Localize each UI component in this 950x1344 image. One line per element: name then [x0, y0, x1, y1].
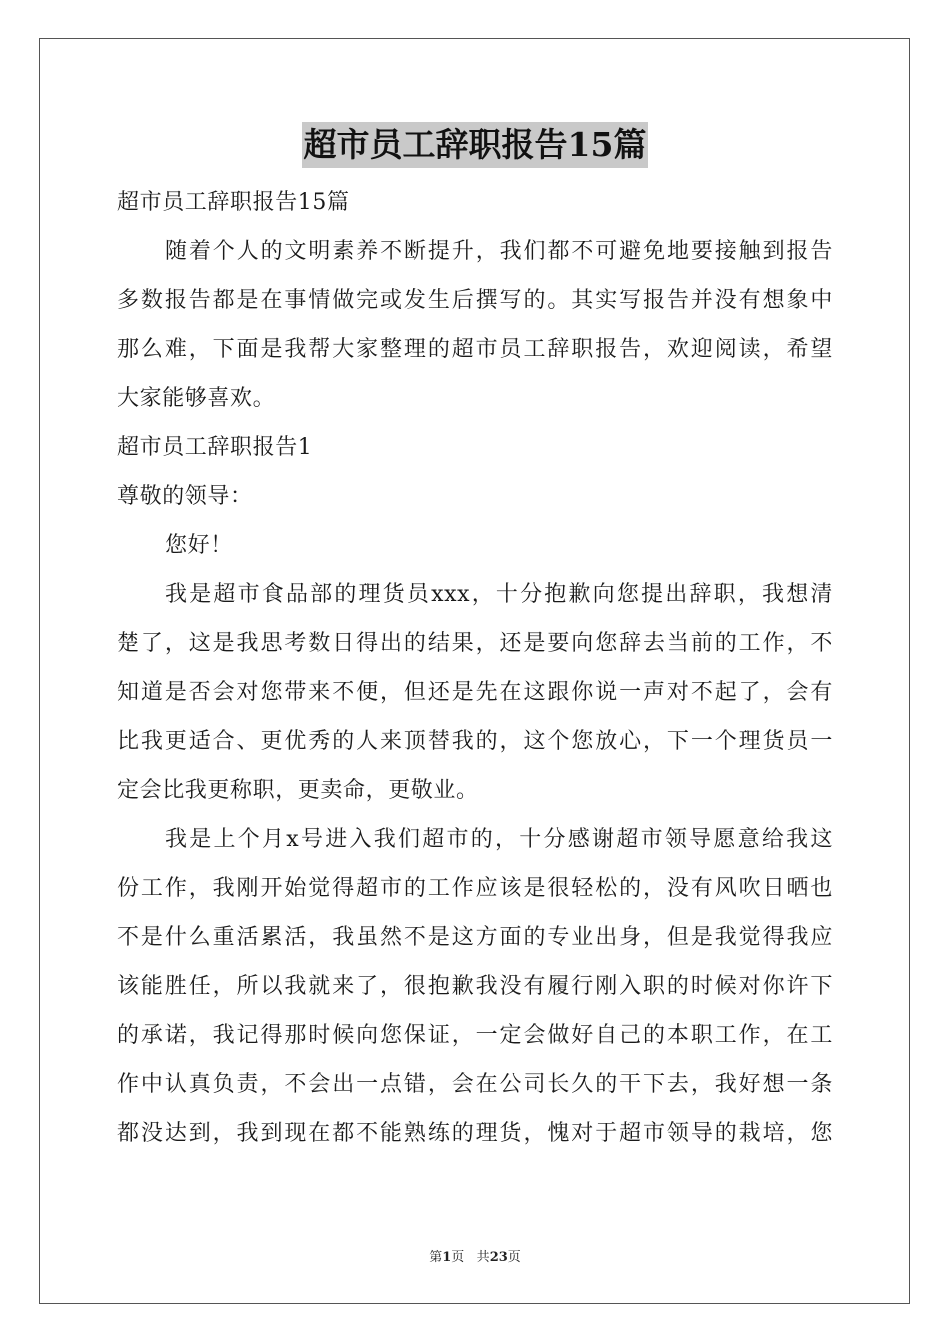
footer-page-unit: 页 [451, 1250, 465, 1265]
body-line: 份工作，我刚开始觉得超市的工作应该是很轻松的，没有风吹日晒也 [117, 876, 833, 901]
footer-total-prefix: 共 [476, 1250, 490, 1265]
document-body [117, 178, 833, 1158]
body-line: 不是什么重活累活，我虽然不是这方面的专业出身，但是我觉得我应 [117, 925, 833, 950]
body-line: 那么难，下面是我帮大家整理的超市员工辞职报告，欢迎阅读，希望 [117, 337, 833, 362]
body-line: 大家能够喜欢。 [117, 386, 276, 411]
body-line: 该能胜任，所以我就来了，很抱歉我没有履行刚入职的时候对你许下 [117, 974, 833, 999]
footer-prefix: 第 [429, 1250, 443, 1265]
current-page-number: 1 [442, 1250, 452, 1265]
body-line: 的承诺，我记得那时候向您保证，一定会做好自己的本职工作，在工 [117, 1023, 833, 1048]
body-line: 楚了，这是我思考数日得出的结果，还是要向您辞去当前的工作，不 [117, 631, 833, 656]
body-line: 知道是否会对您带来不便，但还是先在这跟你说一声对不起了，会有 [117, 680, 833, 705]
document-title: 超市员工辞职报告15篇 [302, 122, 649, 168]
body-line: 我是上个月x号进入我们超市的，十分感谢超市领导愿意给我这 [165, 827, 833, 852]
greeting: 您好！ [165, 533, 233, 558]
page-footer [0, 1246, 950, 1265]
body-line: 我是超市食品部的理货员xxx，十分抱歉向您提出辞职，我想清 [165, 582, 833, 607]
body-line: 比我更适合、更优秀的人来顶替我的，这个您放心，下一个理货员一 [117, 729, 833, 754]
body-line: 超市员工辞职报告15篇 [117, 190, 350, 215]
title-container [0, 122, 950, 168]
total-pages-number: 23 [489, 1250, 508, 1265]
body-line: 随着个人的文明素养不断提升，我们都不可避免地要接触到报告 [165, 239, 833, 264]
body-line: 多数报告都是在事情做完或发生后撰写的。其实写报告并没有想象中 [117, 288, 833, 313]
footer-total-unit: 页 [507, 1250, 521, 1265]
body-line: 都没达到，我到现在都不能熟练的理货，愧对于超市领导的栽培，您 [117, 1121, 833, 1146]
section-heading: 超市员工辞职报告1 [117, 435, 313, 460]
body-line: 作中认真负责，不会出一点错，会在公司长久的干下去，我好想一条 [117, 1072, 833, 1097]
body-line: 定会比我更称职，更卖命，更敬业。 [117, 778, 479, 803]
salutation: 尊敬的领导： [117, 484, 253, 509]
